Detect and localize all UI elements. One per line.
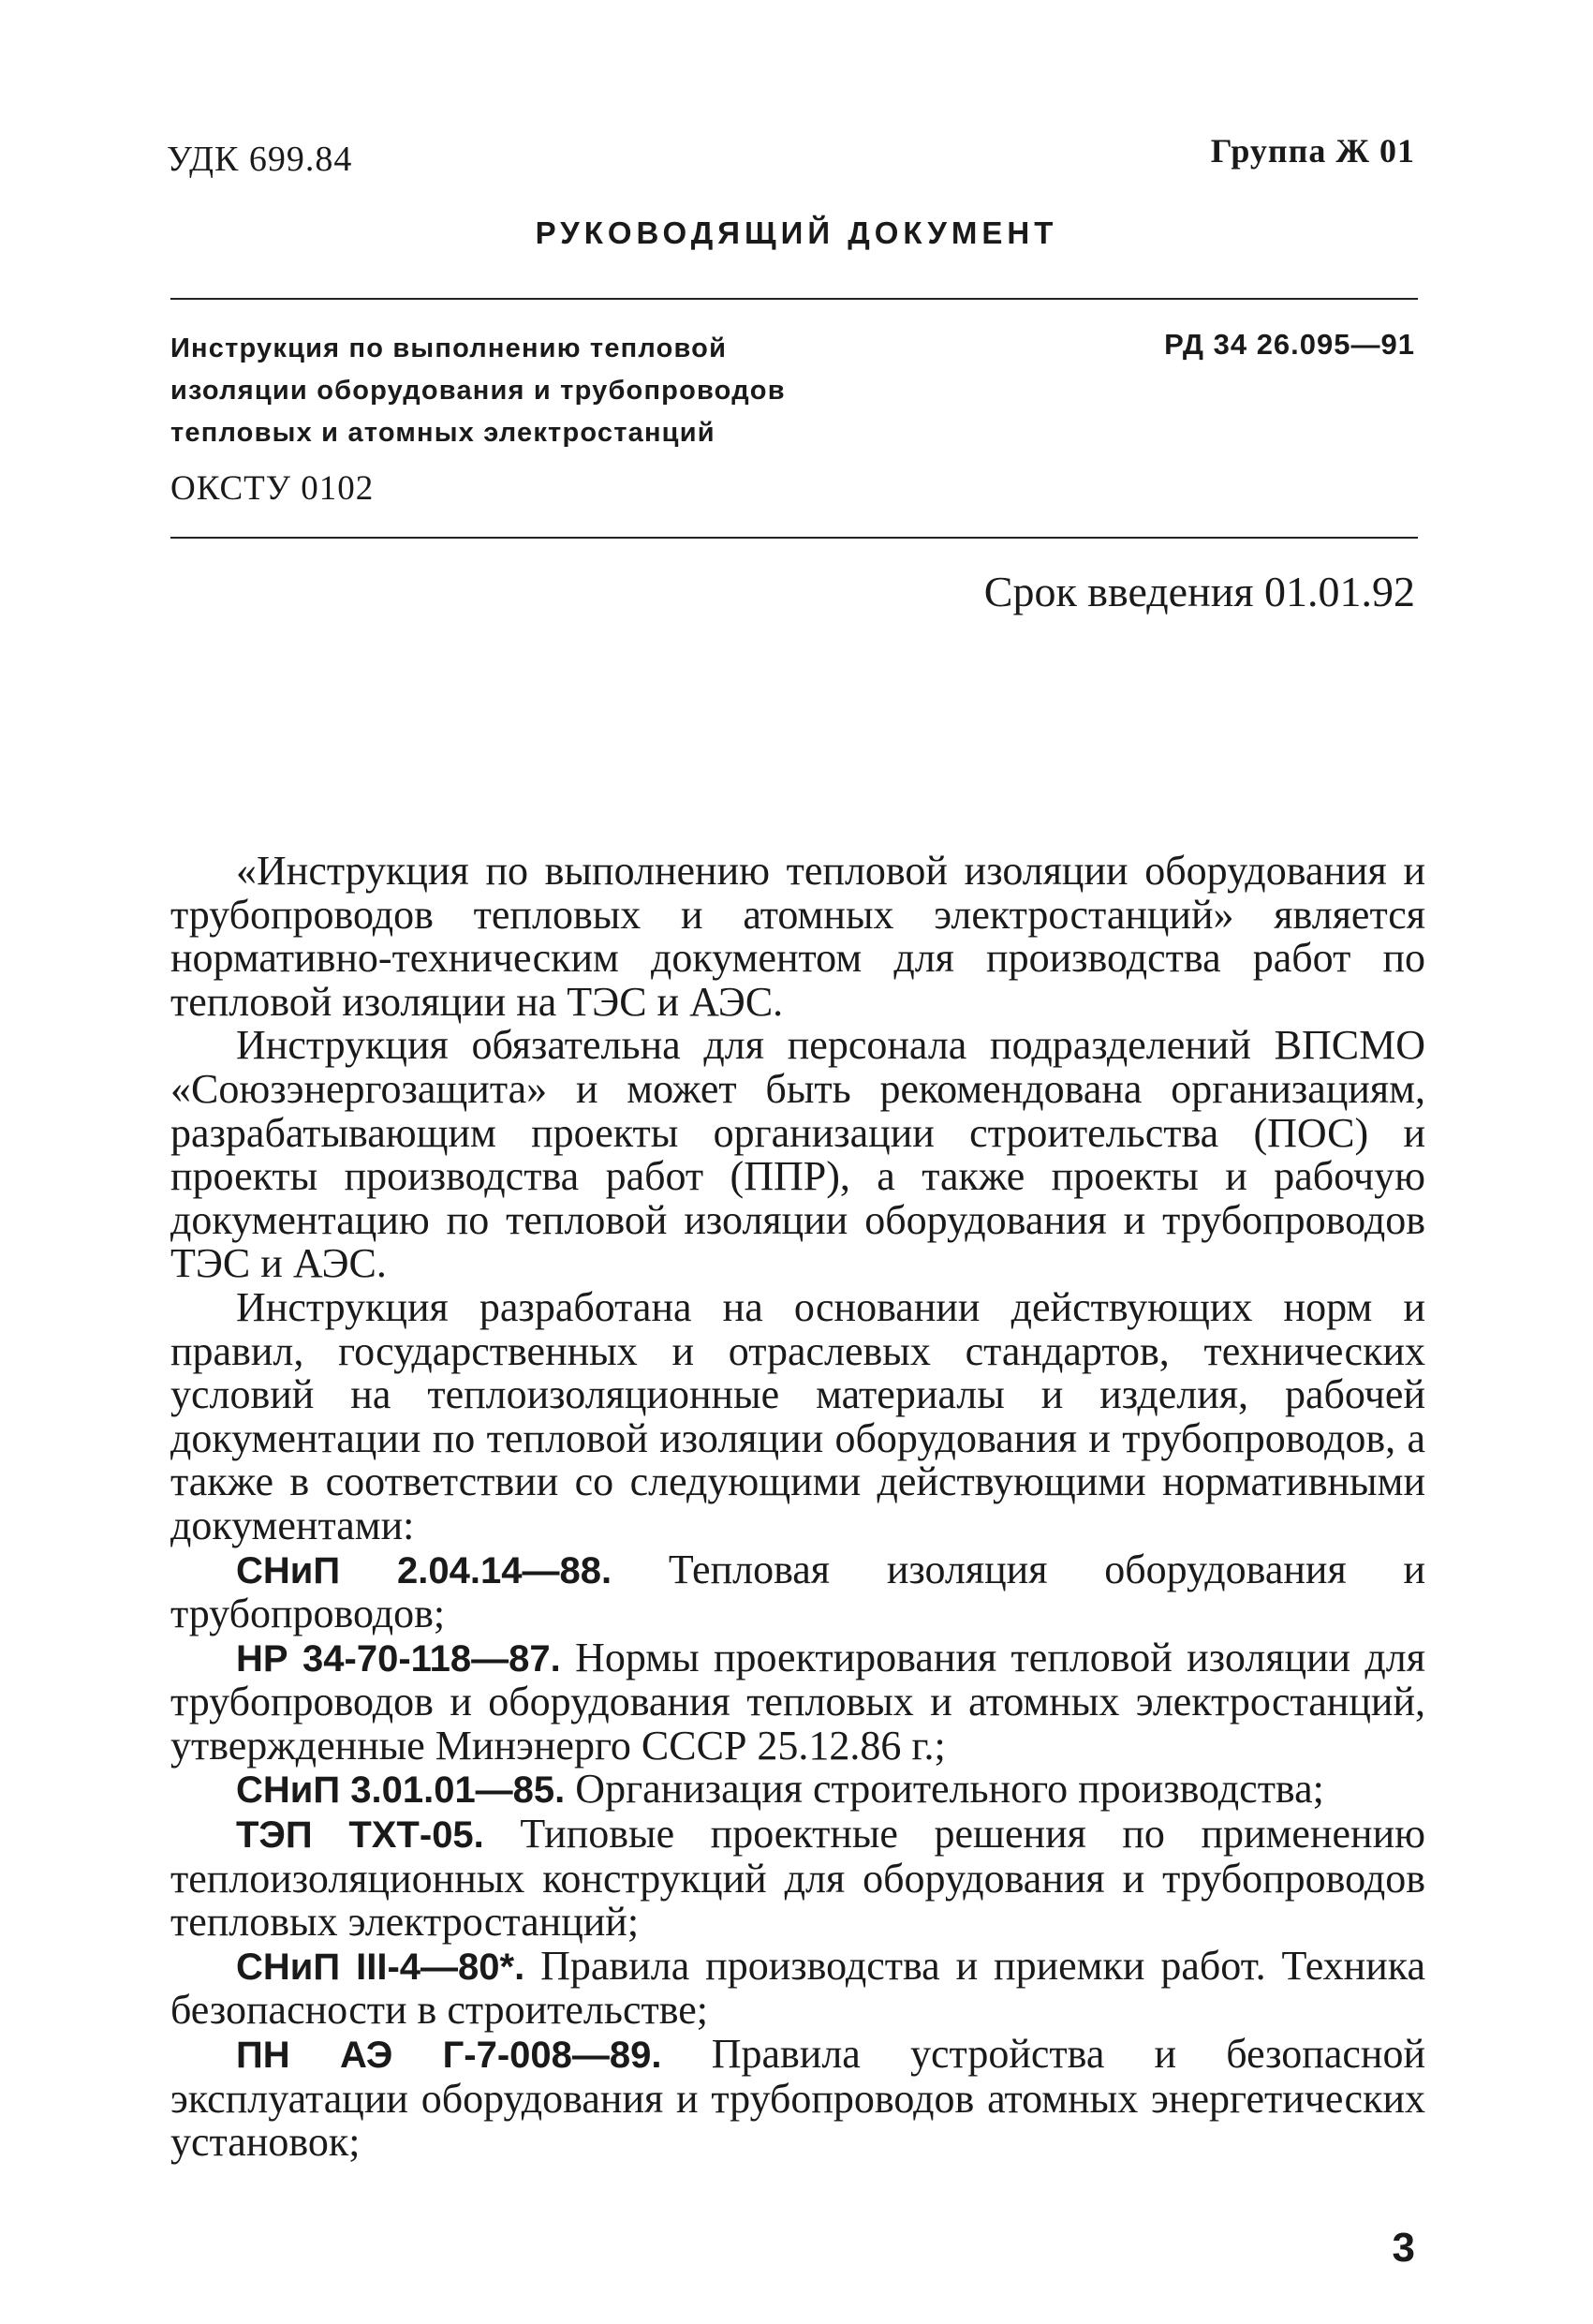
reference-item [170, 1768, 1425, 1813]
document-type-heading: РУКОВОДЯЩИЙ ДОКУМЕНТ [535, 215, 1058, 250]
paragraph: «Инструкция по выполнению тепловой изоляции оборудования и трубопроводов тепловых и атомных электростанций» является нормативно-техническим документом для производства работ по тепловой изоляции на ТЭС и АЭС. [170, 848, 1425, 1025]
title-line: Инструкция по выполнению тепловой [170, 333, 728, 363]
page-number: 3 [1392, 2225, 1415, 2271]
okstu-code: ОКСТУ 0102 [170, 469, 375, 508]
bottom-divider [170, 537, 1418, 539]
group-code: Группа Ж 01 [1210, 132, 1415, 170]
reference-text: Правила устройства и безопасной эксплуатации оборудования и трубопроводов атомных энергетических установок; [170, 2031, 1425, 2166]
reference-item [170, 1636, 1425, 1769]
reference-code: СНиП III-4—80*. [236, 1946, 525, 1988]
reference-code: СНиП 2.04.14—88. [236, 1549, 612, 1591]
paragraph: Инструкция обязательна для персонала подразделений ВПСМО «Союзэнергозащита» и может быть рекомендована организациям, разрабатывающим проекты организации строительства (ПОС) и проекты производства работ (ППР), а также проекты и рабочую документацию по тепловой изоляции оборудования и трубопроводов ТЭС и АЭС. [170, 1022, 1425, 1287]
reference-code: НР 34-70-118—87. [236, 1637, 561, 1680]
reference-item [170, 1942, 1425, 2034]
paragraph: Инструкция разработана на основании действующих норм и правил, государственных и отраслевых стандартов, технических условий на теплоизоляционные материалы и изделия, рабочей документации по тепловой изоляции оборудования и трубопроводов, а также в соответствии со следующими действующими нормативными документами: [170, 1283, 1425, 1548]
effective-date: Срок введения 01.01.92 [983, 568, 1415, 615]
document-title [170, 328, 882, 454]
reference-item [170, 1548, 1425, 1636]
reference-text: Нормы проектирования тепловой изоляции для трубопроводов и оборудования тепловых и атомных электростанций, утвержденные Минэнерго СССР 25.12.86 г.; [170, 1634, 1425, 1769]
body-text [170, 850, 1425, 2165]
reference-item [170, 1813, 1425, 1945]
reference-item [170, 2033, 1425, 2165]
rd-number: РД 34 26.095—91 [1164, 328, 1415, 361]
reference-text: Тепловая изоляция оборудования и трубопроводов; [170, 1546, 1425, 1637]
reference-text: Правила производства и приемки работ. Техника безопасности в строительстве; [170, 1942, 1425, 2034]
reference-code: ПН АЭ Г-7-008—89. [236, 2035, 662, 2077]
top-divider [170, 298, 1418, 300]
reference-text: Типовые проектные решения по применению теплоизоляционных конструкций для оборудования и трубопроводов тепловых электростанций; [170, 1811, 1425, 1946]
reference-text: Организация строительного производства; [575, 1766, 1324, 1813]
udk-code: УДК 699.84 [167, 140, 353, 179]
reference-code: ТЭП ТХТ-05. [236, 1814, 484, 1857]
reference-code: СНиП 3.01.01—85. [236, 1769, 566, 1812]
title-line: изоляции оборудования и трубопроводов [170, 376, 786, 406]
title-line: тепловых и атомных электростанций [170, 418, 715, 448]
